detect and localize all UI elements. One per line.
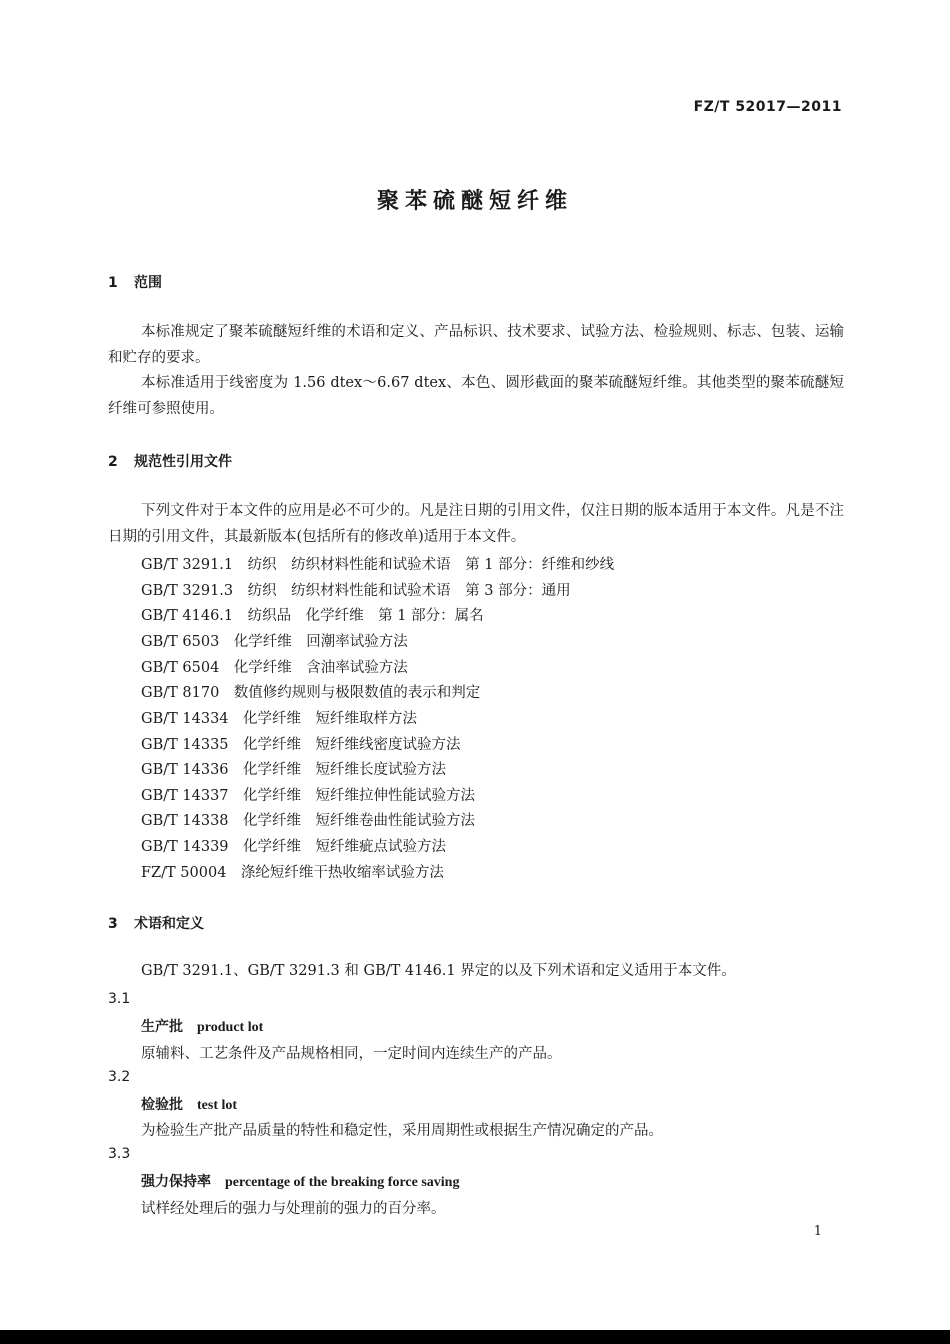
term-heading: [141, 1171, 459, 1191]
term-number: 3.3: [108, 1146, 131, 1162]
normative-intro-paragraph: 下列文件对于本文件的应用是必不可少的。凡是注日期的引用文件，仅注日期的版本适用于本文件。凡是不注日期的引用文件，其最新版本(包括所有的修改单)适用于本文件。: [108, 503, 844, 545]
reference-item: GB/T 6503 化学纤维 回潮率试验方法: [141, 634, 408, 650]
reference-item: GB/T 4146.1 纺织品 化学纤维 第 1 部分：属名: [141, 608, 484, 624]
term-number: 3.2: [108, 1069, 131, 1085]
scope-paragraph-2: 本标准适用于线密度为 1.56 dtex～6.67 dtex、本色、圆形截面的聚苯硫醚短纤维。其他类型的聚苯硫醚短纤维可参照使用。: [108, 375, 844, 417]
section-1-heading: [108, 272, 162, 292]
section-2-heading: [108, 451, 232, 471]
section-title: 术语和定义: [134, 916, 204, 932]
reference-item: GB/T 14336 化学纤维 短纤维长度试验方法: [141, 762, 447, 778]
section-3-heading: [108, 913, 204, 933]
bottom-edge-bar: [0, 1330, 950, 1344]
term-definition: 原辅料、工艺条件及产品规格相同，一定时间内连续生产的产品。: [141, 1046, 562, 1062]
term-chinese: 生产批: [141, 1019, 183, 1035]
section-number: 1: [108, 275, 118, 291]
scope-paragraph-1: 本标准规定了聚苯硫醚短纤维的术语和定义、产品标识、技术要求、试验方法、检验规则、标志、包装、运输和贮存的要求。: [108, 324, 844, 366]
reference-item: GB/T 3291.1 纺织 纺织材料性能和试验术语 第 1 部分：纤维和纱线: [141, 557, 615, 573]
section-title: 规范性引用文件: [134, 454, 232, 470]
page-number: 1: [813, 1224, 822, 1239]
term-number: 3.1: [108, 991, 131, 1007]
terms-intro-paragraph: GB/T 3291.1、GB/T 3291.3 和 GB/T 4146.1 界定的以及下列术语和定义适用于本文件。: [141, 963, 736, 979]
reference-item: FZ/T 50004 涤纶短纤维干热收缩率试验方法: [141, 865, 444, 881]
section-number: 2: [108, 454, 118, 470]
term-heading: [141, 1094, 237, 1114]
document-title: 聚苯硫醚短纤维: [376, 189, 573, 214]
term-english: test lot: [197, 1098, 238, 1113]
reference-item: GB/T 14335 化学纤维 短纤维线密度试验方法: [141, 737, 461, 753]
term-definition: 试样经处理后的强力与处理前的强力的百分率。: [141, 1201, 446, 1217]
reference-item: GB/T 3291.3 纺织 纺织材料性能和试验术语 第 3 部分：通用: [141, 583, 571, 599]
reference-item: GB/T 14334 化学纤维 短纤维取样方法: [141, 711, 418, 727]
reference-item: GB/T 14339 化学纤维 短纤维疵点试验方法: [141, 839, 447, 855]
standard-code: FZ/T 52017—2011: [693, 99, 842, 115]
term-chinese: 强力保持率: [141, 1174, 211, 1190]
reference-item: GB/T 14338 化学纤维 短纤维卷曲性能试验方法: [141, 813, 476, 829]
reference-item: GB/T 6504 化学纤维 含油率试验方法: [141, 660, 408, 676]
term-heading: [141, 1016, 263, 1036]
section-title: 范围: [134, 275, 162, 291]
section-number: 3: [108, 916, 118, 932]
reference-item: GB/T 8170 数值修约规则与极限数值的表示和判定: [141, 685, 481, 701]
term-definition: 为检验生产批产品质量的特性和稳定性，采用周期性或根据生产情况确定的产品。: [141, 1123, 663, 1139]
term-chinese: 检验批: [141, 1097, 183, 1113]
reference-item: GB/T 14337 化学纤维 短纤维拉伸性能试验方法: [141, 788, 476, 804]
term-english: product lot: [197, 1020, 264, 1035]
term-english: percentage of the breaking force saving: [225, 1175, 460, 1190]
